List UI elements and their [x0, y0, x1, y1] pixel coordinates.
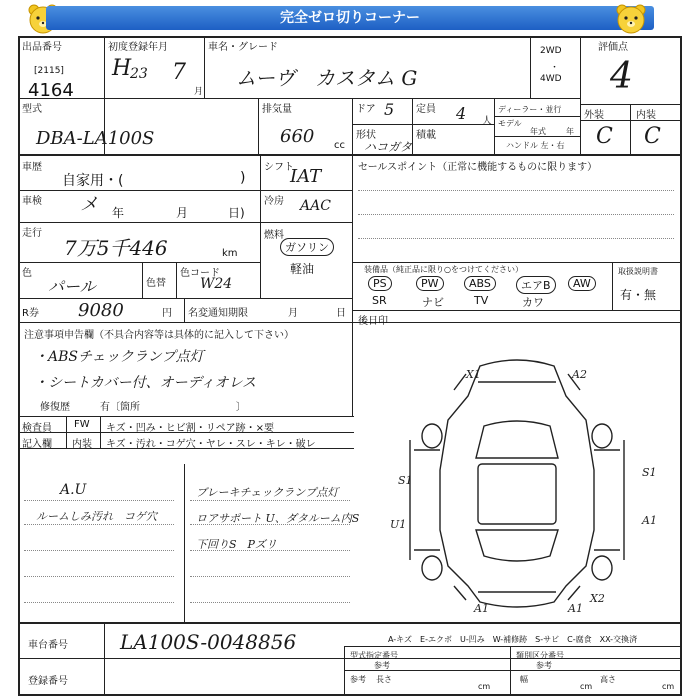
capacity-value: 4	[456, 104, 467, 123]
model-label: 車名・グレード	[208, 42, 278, 53]
equip-aw: AW	[568, 276, 596, 291]
first-reg-month-unit: 月	[194, 87, 204, 97]
fuel-diesel-option: 軽油	[290, 262, 315, 276]
banner-title: 完全ゼロ切りコーナー	[46, 6, 654, 30]
category-sub: 参考	[536, 661, 552, 670]
dealer-label: ディーラー・並行	[498, 105, 562, 114]
drive-dot: ・	[550, 63, 560, 73]
first-reg-year: 23	[130, 66, 148, 82]
width-label: 幅	[520, 675, 528, 684]
remark-left-2: ルームしみ汚れ コゲ穴	[36, 510, 157, 523]
score-value: 4	[610, 56, 633, 97]
displacement-unit: cc	[334, 140, 345, 151]
recycle-unit: 円	[162, 308, 172, 319]
interior-label: 内装	[636, 110, 656, 121]
doors-label: ドア	[356, 104, 376, 115]
fw-conditions: キズ・凹み・ヒビ割・リペア跡・×要	[106, 423, 274, 434]
first-reg-era: H	[112, 56, 132, 81]
chassis-number: LA100S-0048856	[120, 630, 297, 654]
damage-mark: A1	[568, 602, 583, 615]
remark-right-2: ロアサポート U、ダタルーム内S	[196, 512, 360, 525]
mileage-label: 走行	[22, 228, 42, 239]
bear-mascot-icon	[614, 2, 648, 36]
remark-right-1: ブレーキチェックランプ点灯	[196, 486, 339, 499]
type-label: 型式	[22, 104, 42, 115]
ac-value: AAC	[300, 198, 331, 214]
lot-label: 出品番号	[22, 42, 62, 53]
mileage-unit: km	[222, 248, 238, 259]
registration-label: 登録番号	[28, 676, 68, 687]
length-label: 長さ	[376, 675, 392, 684]
interior-row-label: 内装	[72, 439, 92, 450]
remark-left-1: A.U	[60, 482, 87, 498]
repair-history-label: 修復歴	[40, 402, 70, 413]
capacity-unit: 人	[482, 116, 492, 127]
exterior-grade: C	[596, 124, 613, 149]
inspector-label: 検査員	[22, 423, 52, 434]
color-code-label: 色コード	[180, 268, 220, 279]
equip-sr: SR	[372, 294, 387, 307]
equip-navi: ナビ	[422, 296, 444, 309]
inspection-month-unit: 月	[176, 206, 189, 220]
model-year-sub: 年式	[530, 127, 546, 136]
owner-manual-label: 取扱説明書	[618, 267, 658, 276]
type-cert-label: 型式指定番号	[350, 651, 398, 660]
recycle-value: 9080	[78, 300, 124, 321]
capacity-label: 定員	[416, 104, 436, 115]
color-label: 色	[22, 268, 32, 279]
interior-grade: C	[644, 124, 661, 149]
exterior-label: 外装	[584, 110, 604, 121]
inspection-mark: メ	[80, 194, 98, 215]
recycle-label: R券	[22, 308, 39, 319]
type-cert-sub: 参考	[374, 661, 390, 670]
inspection-day-unit: 日)	[228, 206, 245, 220]
shift-value: IAT	[290, 166, 322, 187]
repair-history-close: 〕	[236, 402, 246, 413]
color-change-label: 色替	[146, 278, 166, 289]
model-year-label: モデル	[498, 119, 522, 128]
notes-line-2: ・シートカバー付、オーディオレス	[34, 375, 257, 391]
lot-small-number: [2115]	[34, 66, 64, 76]
equip-ps: PS	[368, 276, 392, 291]
use-label: 車歴	[22, 162, 42, 173]
rear-seat-label: 後日印	[358, 316, 388, 327]
title-deadline-label: 名変通知期限	[188, 308, 248, 319]
doors-value: 5	[384, 100, 395, 119]
damage-mark: X2	[590, 592, 605, 605]
year-unit: 年	[566, 127, 574, 136]
reg-ref-1: 参考	[350, 675, 366, 684]
shape-label: 形状	[356, 130, 376, 141]
length-unit: cm	[478, 682, 491, 691]
use-value: 自家用・(	[62, 173, 124, 189]
shift-label: シフト	[264, 162, 294, 173]
car-damage-diagram	[354, 330, 680, 620]
damage-mark: X1	[466, 368, 481, 381]
notes-label: 注意事項申告欄（不具合内容等は具体的に記入して下さい）	[24, 330, 294, 341]
drive-2wd: 2WD	[540, 46, 562, 56]
fuel-label: 燃料	[264, 230, 284, 241]
chassis-label: 車台番号	[28, 640, 68, 651]
repair-history-value: 有〔箇所	[100, 402, 140, 413]
damage-mark: S1	[398, 474, 413, 487]
damage-mark: A2	[572, 368, 587, 381]
entry-label: 記入欄	[22, 439, 52, 450]
sales-point-label: セールスポイント（正常に機能するものに限ります）	[358, 162, 598, 173]
height-unit: cm	[662, 682, 675, 691]
inspection-label: 車検	[22, 196, 42, 207]
damage-mark: A1	[642, 514, 657, 527]
handle-label: ハンドル 左・右	[506, 141, 565, 150]
fuel-gasoline-option: ガソリン	[280, 238, 334, 256]
interior-conditions: キズ・汚れ・コゲ穴・ヤレ・スレ・キレ・破レ	[106, 439, 316, 450]
equip-pw: PW	[416, 276, 444, 291]
title-day: 日	[336, 308, 346, 319]
color-code-value: W24	[200, 276, 233, 292]
use-close: )	[240, 170, 246, 186]
width-unit: cm	[580, 682, 593, 691]
type-value: DBA-LA100S	[36, 128, 155, 149]
damage-mark: A1	[474, 602, 489, 615]
title-month: 月	[288, 308, 298, 319]
displacement-label: 排気量	[262, 104, 292, 115]
banner	[0, 0, 700, 36]
drive-4wd: 4WD	[540, 74, 562, 84]
damage-mark: S1	[642, 466, 657, 479]
remark-right-3: 下回りS Pズリ	[196, 538, 277, 551]
score-label: 評価点	[598, 42, 628, 53]
owner-manual-value: 有・無	[620, 288, 657, 302]
inspection-year-unit: 年	[112, 206, 125, 220]
ac-label: 冷房	[264, 196, 284, 207]
model-value: ムーヴ カスタム G	[236, 66, 418, 90]
first-reg-month: 7	[172, 60, 186, 85]
equip-tv: TV	[474, 294, 489, 307]
equipment-label: 装備品（純正品に限り○をつけてください）	[364, 265, 523, 274]
shape-value: ハコガタ	[364, 140, 413, 154]
fw-label: FW	[74, 419, 90, 430]
load-label: 積載	[416, 130, 436, 141]
equip-abs: ABS	[464, 276, 496, 291]
color-value: パール	[48, 277, 96, 296]
mileage-value: 7万5千446	[64, 236, 168, 260]
displacement-value: 660	[280, 126, 315, 147]
equip-airbag: エアB	[516, 276, 556, 294]
category-label: 類別区分番号	[516, 651, 564, 660]
first-reg-label: 初度登録年月	[108, 42, 168, 53]
damage-legend: A-キズ E-エクボ U-凹み W-補修跡 S-サビ C-腐食 XX-交換済	[388, 635, 638, 644]
equip-leather: カワ	[522, 296, 544, 309]
lot-number: 4164	[28, 80, 74, 101]
notes-line-1: ・ABSチェックランプ点灯	[34, 349, 204, 365]
damage-mark: U1	[390, 518, 407, 531]
height-label: 高さ	[600, 675, 616, 684]
